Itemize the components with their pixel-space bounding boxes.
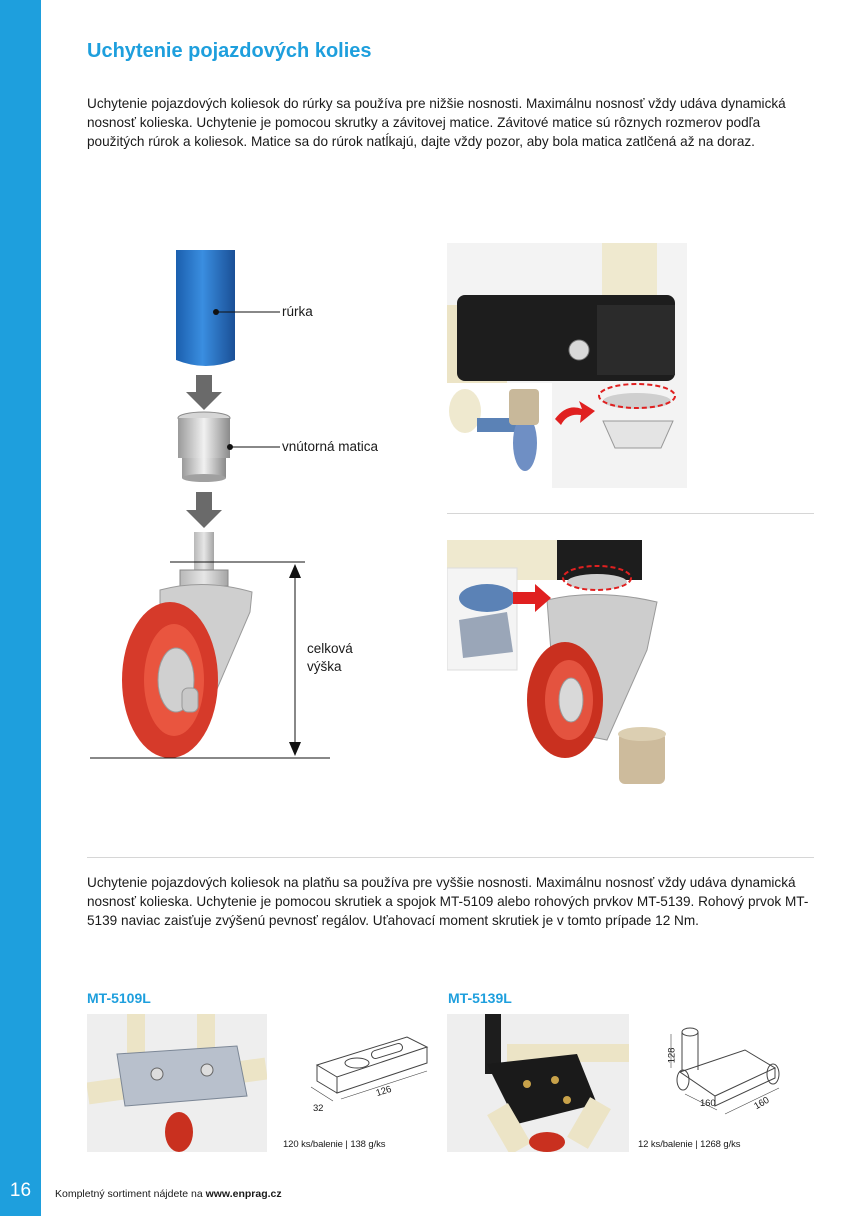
- photo-mt-5109l: [87, 1014, 267, 1152]
- dim-5139-w2: 160: [752, 1094, 772, 1113]
- page-number: 16: [9, 1180, 32, 1201]
- dim-5139-w1: 160: [700, 1098, 716, 1109]
- second-paragraph: Uchytenie pojazdových koliesok na platňu sa používa pre vyššie nosnosti. Maximálnu nosnosť vždy udáva dynamická nosnosť kolieska. Uchytenie je pomocou skrutiek a spojok MT-5109 alebo rohových prvkov MT-5139. Rohový prvok MT-5139 naviac zaisťuje zvýšenú pevnosť regálov. Uťahovací moment skrutiek je v tomto prípade 12 Nm.: [87, 875, 809, 928]
- separator-photos: [447, 513, 814, 514]
- label-nut: vnútorná matica: [282, 439, 379, 454]
- photo-mt-5139l: [447, 1014, 629, 1152]
- footer: [55, 1188, 282, 1200]
- arrow-down-icon: [186, 492, 222, 528]
- footer-link[interactable]: www.enprag.cz: [205, 1188, 282, 1200]
- footer-text: Kompletný sortiment nájdete na: [55, 1188, 203, 1200]
- dim-5139-h: 128: [666, 1047, 678, 1064]
- dim-5109-a: 126: [374, 1083, 393, 1100]
- tube-shape: [176, 250, 235, 366]
- label-height-1: celková: [307, 641, 353, 656]
- arrow-down-icon: [186, 375, 222, 410]
- sidebar-stripe: [0, 0, 41, 1216]
- page-title: Uchytenie pojazdových kolies: [87, 40, 372, 62]
- photo-tube-joint-leveling-foot: [447, 243, 687, 488]
- dim-5109-b: 32: [313, 1103, 324, 1114]
- product-code-1: MT-5109L: [87, 990, 151, 1006]
- separator-sections: [87, 857, 814, 858]
- label-tube: rúrka: [282, 304, 313, 319]
- packaging-1: 120 ks/balenie | 138 g/ks: [283, 1139, 386, 1150]
- product-code-2: MT-5139L: [448, 990, 512, 1006]
- photo-caster-mounted: [447, 540, 692, 800]
- intro-paragraph: Uchytenie pojazdových koliesok do rúrky sa používa pre nižšie nosnosti. Maximálnu nosnosť vždy udáva dynamická nosnosť kolieska. Uchytenie je pomocou skrutky a závitovej matice. Závitové matice sú rôznych rozmerov podľa použitých rúrok a koliesok. Matice sa do rúrok natĺkajú, dajte vždy pozor, aby bola matica zatlčená až na doraz.: [87, 96, 786, 149]
- label-height-2: výška: [307, 659, 342, 674]
- packaging-2: 12 ks/balenie | 1268 g/ks: [638, 1139, 741, 1150]
